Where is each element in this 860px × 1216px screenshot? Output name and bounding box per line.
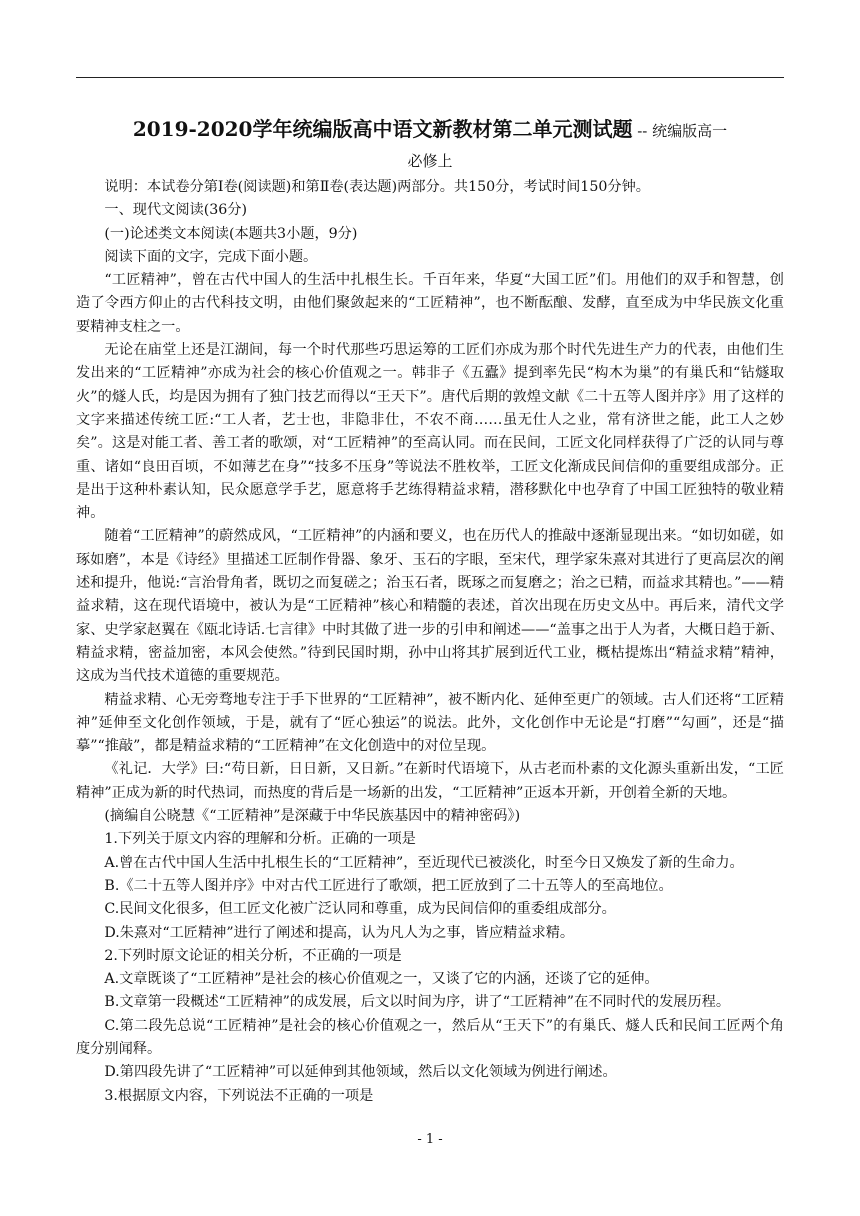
passage-paragraph-5: 《礼记．大学》曰:“苟日新，日日新，又日新。”在新时代语境下，从古老而朴素的文化源头重新出发，“工匠精神”正成为新的时代热词，而热度的背后是一场新的出发，“工匠精神”正返本开新，开创着全新的天地。 [76, 761, 784, 801]
question-2-option-d: D.第四段先讲了“工匠精神”可以延伸到其他领域，然后以文化领域为例进行阐述。 [104, 1064, 617, 1081]
passage-source: (摘编自公晓慧《“工匠精神”是深藏于中华民族基因中的精神密码》) [104, 808, 521, 825]
page-number: - 1 - [417, 1132, 443, 1147]
question-2-option-c: C.第二段先总说“工匠精神”是社会的核心价值观之一，然后从“王天下”的有巢氏、燧人氏和民间工匠两个角度分别闻释。 [76, 1017, 784, 1057]
title-main: 2019-2020学年统编版高中语文新教材第二单元测试题 [132, 117, 633, 141]
question-2-option-a: A.文章既谈了“工匠精神”是社会的核心价值观之一，又谈了它的内涵，还谈了它的延伸。 [104, 971, 659, 988]
question-1-stem: 1.下列关于原文内容的理解和分析。正确的一项是 [104, 831, 416, 848]
question-3-stem: 3.根据原文内容，下列说法不正确的一项是 [104, 1087, 374, 1104]
section-heading: 一、现代文阅读(36分) [104, 202, 248, 219]
passage-paragraph-3: 随着“工匠精神”的蔚然成风，“工匠精神”的内涵和要义，也在历代人的推敲中逐渐显现出来。“如切如磋，如琢如磨”，本是《诗经》里描述工匠制作骨器、象牙、玉石的字眼，至宋代，理学家朱熹对其进行了更高层次的阐述和提升，他说:“言治骨角者，既切之而复磋之；治玉石者，既琢之而复磨之；治之已精，而益求其精也。”——精益求精，这在现代语境中，被认为是“工匠精神”核心和精髓的表述，首次出现在历史文丛中。再后来，清代文学家、史学家赵翼在《瓯北诗话.七言律》中时其做了进一步的引申和阐述——“盖事之出于人为者，大概日趋于新、精益求精，密益加密，本风会使然。”待到民国时期，孙中山将其扩展到近代工业，概枯提炼出“精益求精”精神，这成为当代技术道德的重要规范。 [76, 528, 784, 685]
title-suffix: -- 统编版高一 [632, 122, 728, 140]
reading-prompt: 阅读下面的文字，完成下面小题。 [104, 248, 318, 265]
title-line2: 必修上 [407, 152, 453, 170]
question-1-option-c: C.民间文化很多，但工匠文化被广泛认同和尊重，成为民间信仰的重委组成部分。 [104, 901, 616, 918]
passage-paragraph-2: 无论在庙堂上还是江湖间，每一个时代那些巧思运筹的工匠们亦成为那个时代先进生产力的代表，由他们生发出来的“工匠精神”亦成为社会的核心价值观之一。韩非子《五蠹》提到率先民“构木为巢”的有巢氏和“钻燧取火”的燧人氏，均是因为拥有了独门技艺而得以“王天下”。唐代后期的敦煌文献《二十五等人图并序》用了这样的文字来描述传统工匠:“工人者，艺士也，非隐非仕，不农不商……虽无仕人之业，常有济世之能，此工人之妙矣”。这是对能工者、善工者的歌颂，对“工匠精神”的至高认同。而在民间，工匠文化同样获得了广泛的认同与尊重、诸如“良田百顷，不如薄艺在身”“技多不压身”等说法不胜枚举，工匠文化渐成民间信仰的重要组成部分。正是出于这种朴素认知，民众愿意学手艺，愿意将手艺练得精益求精，潜移默化中也孕育了中国工匠独特的敬业精神。 [76, 342, 784, 522]
passage-paragraph-1: “工匠精神”，曾在古代中国人的生活中扎根生长。千百年来，华夏“大国工匠”们。用他们的双手和智慧，创造了令西方仰止的古代科技文明，由他们聚敛起来的“工匠精神”，也不断酝酿、发酵，直至成为中华民族文化重要精神支柱之一。 [76, 272, 784, 335]
question-2-stem: 2.下列时原文论证的相关分析，不正确的一项是 [104, 947, 402, 964]
question-1-option-d: D.朱熹对“工匠精神”进行了阐述和提高，认为凡人为之事，皆应精益求精。 [104, 924, 575, 941]
document-body [76, 114, 784, 1108]
passage-paragraph-4: 精益求精、心无旁骛地专注于手下世界的“工匠精神”，被不断内化、延伸至更广的领域。古人们还将“工匠精神”延伸至文化创作领域，于是，就有了“匠心独运”的说法。此外，文化创作中无论是“打磨”“勾画”，还是“描摹”“推敲”，都是精益求精的“工匠精神”在文化创造中的对位呈现。 [76, 691, 784, 755]
instructions: 说明：本试卷分第Ⅰ卷(阅读题)和第Ⅱ卷(表达题)两部分。共150分，考试时间150分钟。 [104, 179, 650, 195]
subsection-heading: (一)论述类文本阅读(本题共3小题，9分) [104, 225, 358, 242]
question-1-option-b: B.《二十五等人图并序》中对古代工匠进行了歌颂，把工匠放到了二十五等人的至高地位。 [104, 877, 673, 894]
question-2-option-b: B.文章第一段概述“工匠精神”的成发展，后文以时间为序，讲了“工匠精神”在不同时代的发展历程。 [104, 994, 731, 1011]
document-title [76, 114, 784, 176]
header-rule [76, 77, 784, 78]
question-1-option-a: A.曾在古代中国人生活中扎根生长的“工匠精神”，至近现代已被淡化，时至今日又焕发了新的生命力。 [104, 854, 744, 871]
